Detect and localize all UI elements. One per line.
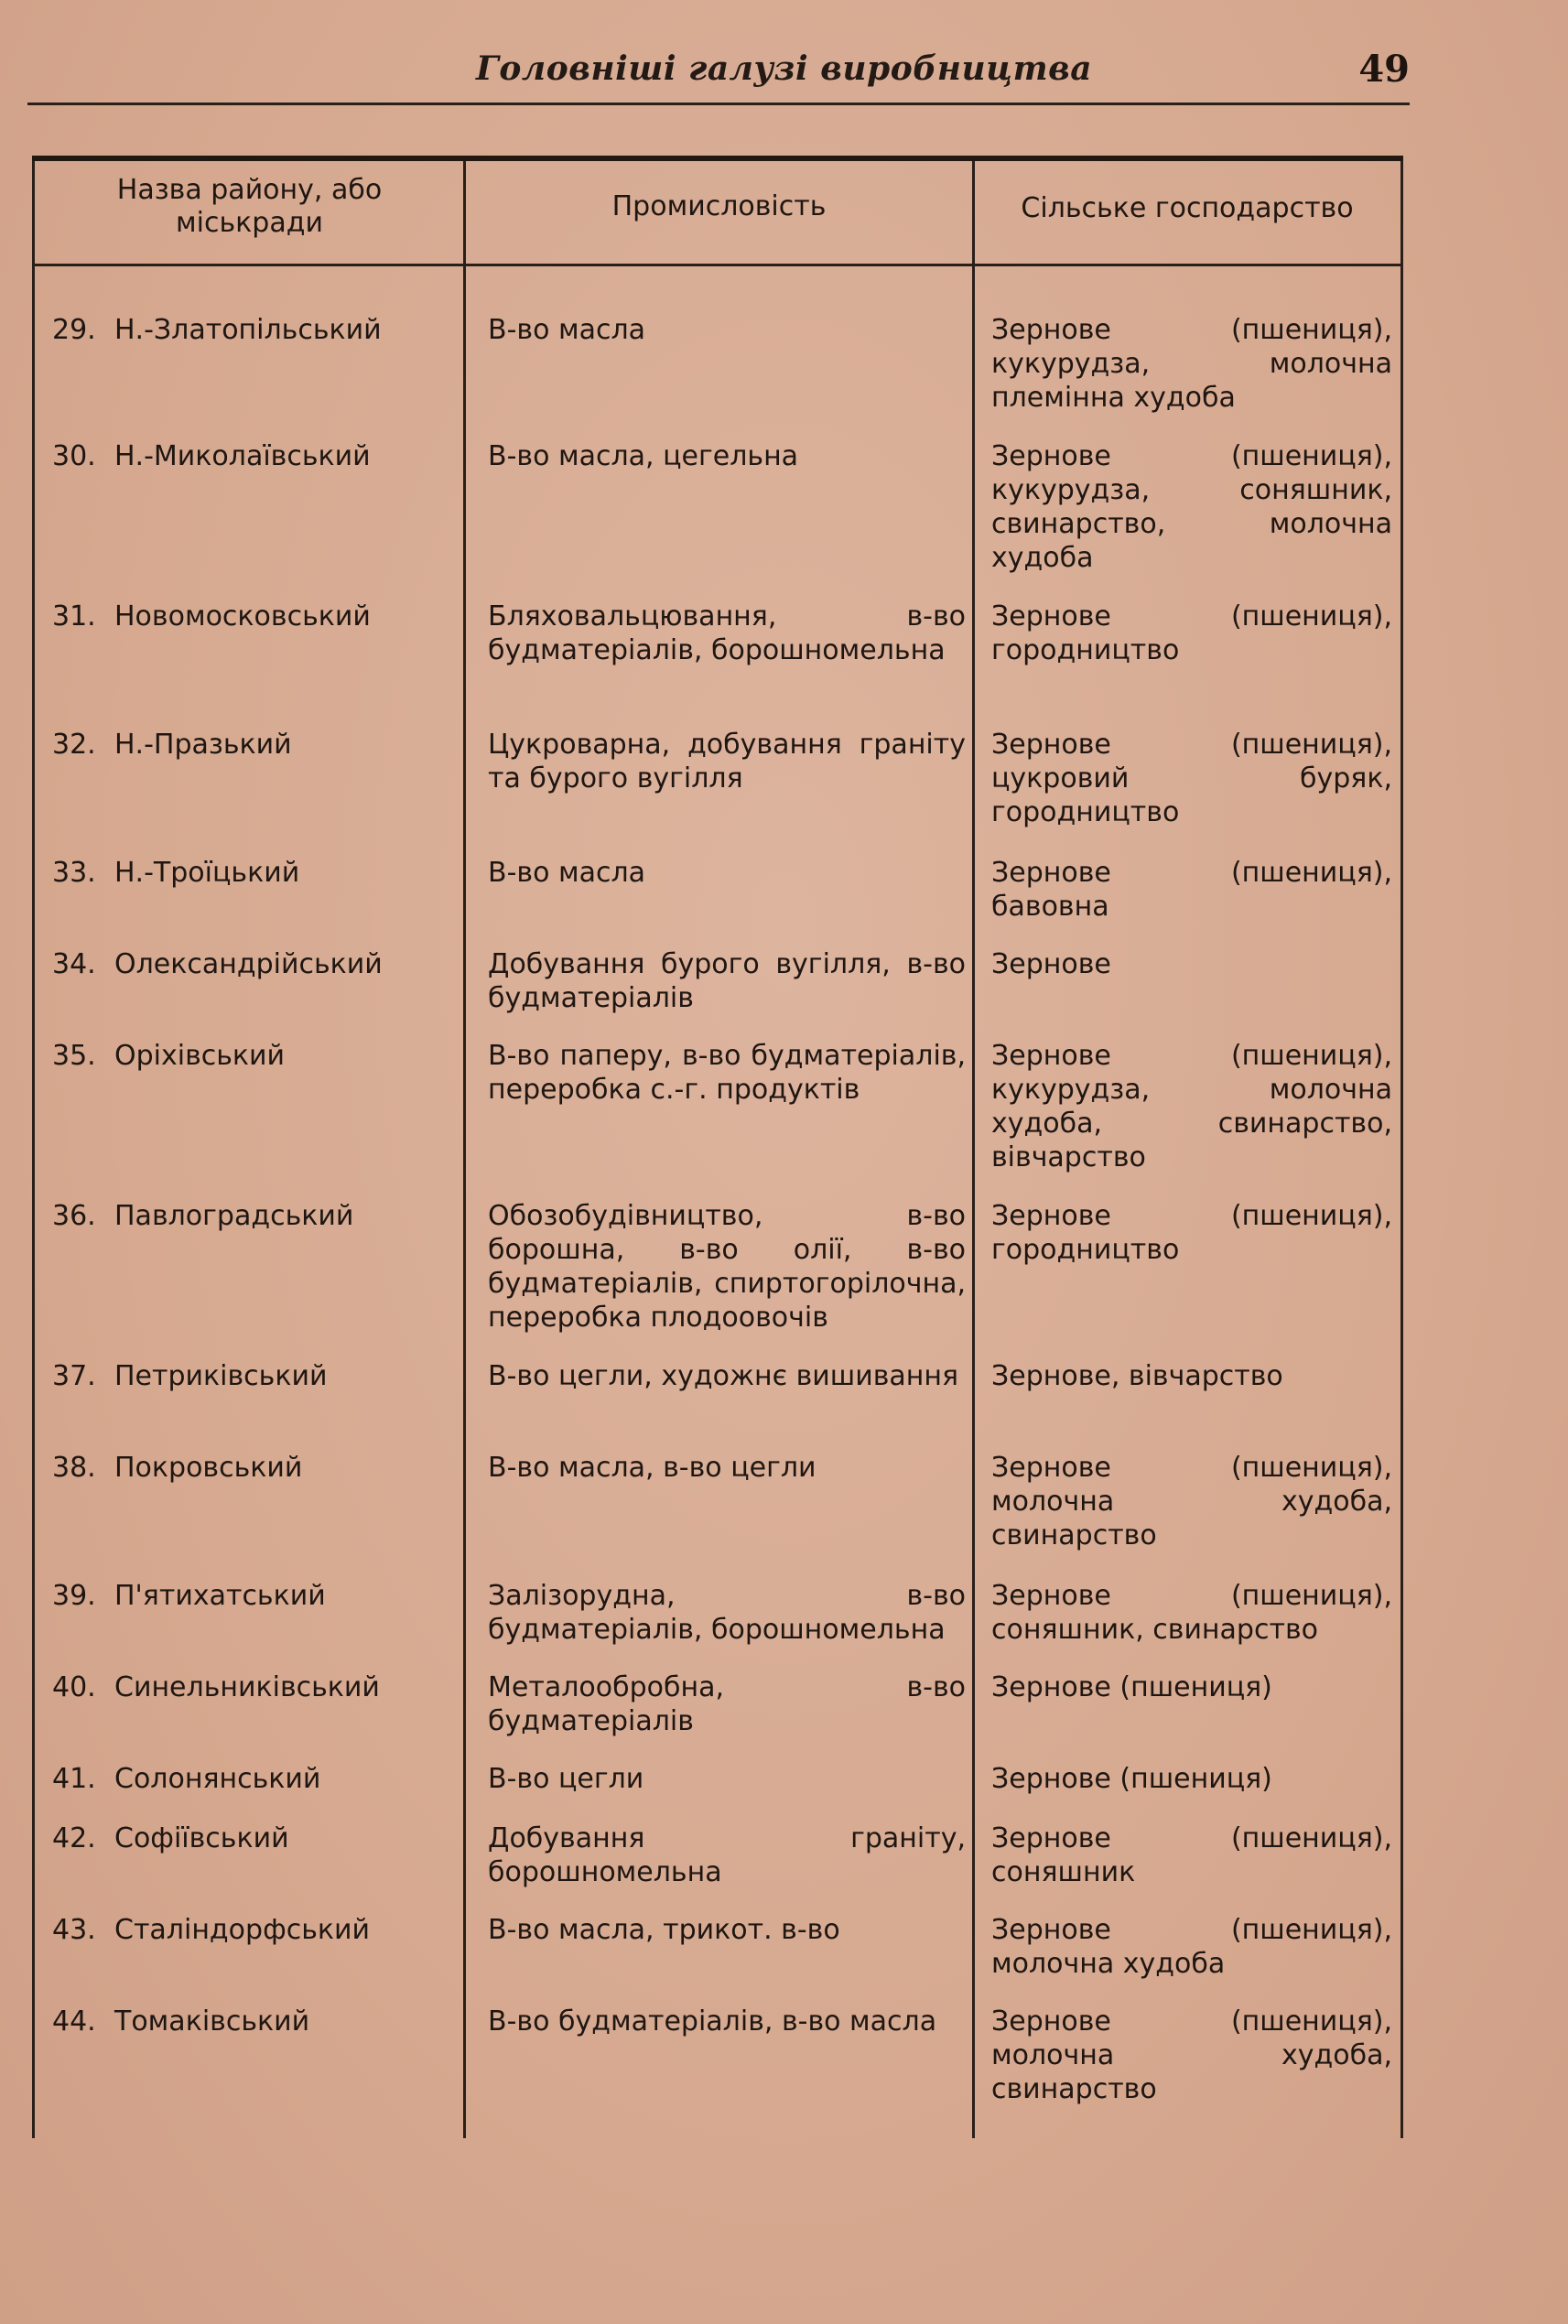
row-number: 44. <box>52 2005 96 2038</box>
district-name: Софіївський <box>114 1822 289 1854</box>
district-name: Томаківський <box>114 2005 310 2038</box>
industry-cell: В-во паперу, в-во будматеріалів, переробка с.-г. продуктів <box>488 1040 966 1106</box>
page-header <box>27 46 1410 101</box>
district-cell <box>52 1913 455 1947</box>
table-right-border <box>1400 161 1403 2138</box>
industry-cell: В-во цегли <box>488 1763 644 1795</box>
district-cell <box>52 947 455 981</box>
agriculture-cell: Зернове (пшениця), кукурудза, молочна племінна худоба <box>991 314 1392 414</box>
row-number: 37. <box>52 1360 96 1392</box>
district-cell <box>52 728 455 762</box>
column-header-district <box>41 174 458 240</box>
industry-cell: В-во масла, цегельна <box>488 440 799 472</box>
district-name: Н.-Златопільський <box>114 314 382 346</box>
row-number: 30. <box>52 440 96 472</box>
agriculture-cell: Зернове (пшениця) <box>991 1763 1272 1795</box>
column-header-district-line1: Назва району, або <box>116 174 383 206</box>
district-cell <box>52 1821 455 1855</box>
row-number: 35. <box>52 1040 96 1072</box>
industry-cell: Добування бурого вугілля, в-во будматеріалів <box>488 948 966 1014</box>
district-cell <box>52 439 455 473</box>
district-cell <box>52 2005 455 2038</box>
agriculture-cell: Зернове (пшениця), кукурудза, молочна худоба, свинарство, вівчарство <box>991 1040 1392 1173</box>
column-header-industry: Промисловість <box>611 190 827 222</box>
agriculture-cell: Зернове (пшениця), кукурудза, соняшник, свинарство, молочна худоба <box>991 440 1392 574</box>
row-number: 41. <box>52 1763 96 1795</box>
district-name: Синельниківський <box>114 1671 380 1703</box>
row-number: 42. <box>52 1822 96 1854</box>
row-number: 32. <box>52 729 96 761</box>
district-name: Солонянський <box>114 1763 321 1795</box>
agriculture-cell: Зернове, вівчарство <box>991 1360 1283 1392</box>
row-number: 29. <box>52 314 96 346</box>
district-name: Олександрійський <box>114 948 383 980</box>
district-name: Петриківський <box>114 1360 328 1392</box>
agriculture-cell: Зернове (пшениця), городництво <box>991 1200 1392 1266</box>
row-number: 38. <box>52 1452 96 1484</box>
district-name: П'ятихатський <box>114 1580 326 1612</box>
header-row-rule <box>32 264 1403 266</box>
agriculture-cell: Зернове (пшениця), цукровий буряк, городництво <box>991 729 1392 828</box>
district-cell <box>52 1451 455 1485</box>
agriculture-cell: Зернове (пшениця), бавовна <box>991 857 1392 923</box>
district-name: Сталіндорфський <box>114 1914 371 1946</box>
row-number: 40. <box>52 1671 96 1703</box>
agriculture-cell: Зернове (пшениця), молочна худоба <box>991 1914 1392 1980</box>
industry-cell: В-во масла, трикот. в-во <box>488 1914 840 1946</box>
industry-cell: В-во будматеріалів, в-во масла <box>488 2005 937 2038</box>
district-name: Павлоградський <box>114 1200 354 1232</box>
district-name: Н.-Троїцький <box>114 857 300 889</box>
row-number: 39. <box>52 1580 96 1612</box>
row-number: 43. <box>52 1914 96 1946</box>
column-header-district-line2: міськради <box>176 207 323 239</box>
column-header-agriculture: Сільське господарство <box>1021 192 1354 224</box>
industry-cell: В-во масла, в-во цегли <box>488 1452 816 1484</box>
district-cell <box>52 1359 455 1393</box>
district-name: Новомосковський <box>114 600 371 632</box>
district-cell <box>52 313 455 347</box>
running-title: Головніші галузі виробництва <box>476 49 1093 88</box>
row-number: 34. <box>52 948 96 980</box>
districts-table <box>32 156 1403 2142</box>
table-top-border <box>32 156 1403 161</box>
industry-cell: В-во масла <box>488 314 646 346</box>
district-cell <box>52 1199 455 1233</box>
table-left-border <box>32 161 35 2138</box>
agriculture-cell: Зернове (пшениця) <box>991 1671 1272 1703</box>
agriculture-cell: Зернове (пшениця), городництво <box>991 600 1392 666</box>
agriculture-cell: Зернове (пшениця), соняшник, свинарство <box>991 1580 1392 1646</box>
industry-cell: Залізорудна, в-во будматеріалів, борошномельна <box>488 1580 966 1646</box>
agriculture-cell: Зернове (пшениця), молочна худоба, свинарство <box>991 1452 1392 1551</box>
industry-cell: Обозобудівництво, в-во борошна, в-во олії, в-во будматеріалів, спиртогорілочна, переробка плодоовочів <box>488 1200 966 1334</box>
district-cell <box>52 1039 455 1073</box>
column-divider-1 <box>463 161 466 2138</box>
industry-cell: Цукроварна, добування граніту та бурого вугілля <box>488 729 966 794</box>
row-number: 36. <box>52 1200 96 1232</box>
district-cell <box>52 1670 455 1704</box>
industry-cell: Металообробна, в-во будматеріалів <box>488 1671 966 1737</box>
industry-cell: В-во цегли, художнє вишивання <box>488 1360 959 1392</box>
industry-cell: Добування граніту, борошномельна <box>488 1822 966 1888</box>
industry-cell: В-во масла <box>488 857 646 889</box>
district-cell <box>52 1762 455 1796</box>
agriculture-cell: Зернове (пшениця), молочна худоба, свинарство <box>991 2005 1392 2105</box>
page-number: 49 <box>1358 48 1410 91</box>
header-rule <box>27 103 1410 105</box>
district-cell <box>52 600 455 633</box>
district-name: Н.-Празький <box>114 729 292 761</box>
district-cell <box>52 1579 455 1613</box>
agriculture-cell: Зернове <box>991 948 1111 980</box>
district-name: Оріхівський <box>114 1040 286 1072</box>
row-number: 33. <box>52 857 96 889</box>
district-name: Н.-Миколаївський <box>114 440 371 472</box>
industry-cell: Бляховальцювання, в-во будматеріалів, борошномельна <box>488 600 966 666</box>
row-number: 31. <box>52 600 96 632</box>
district-cell <box>52 856 455 890</box>
district-name: Покровський <box>114 1452 303 1484</box>
column-divider-2 <box>972 161 975 2138</box>
agriculture-cell: Зернове (пшениця), соняшник <box>991 1822 1392 1888</box>
